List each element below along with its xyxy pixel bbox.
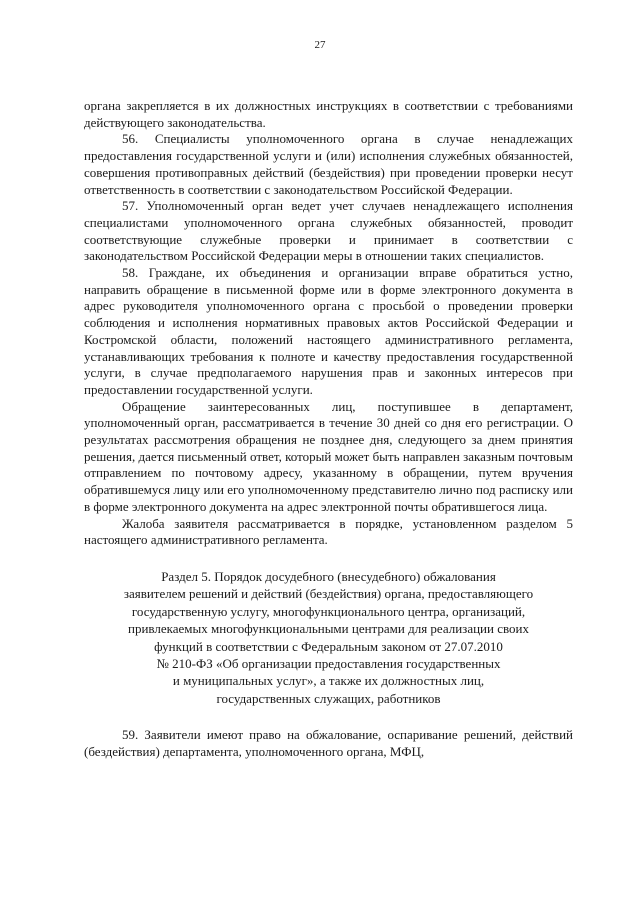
heading-line: государственную услугу, многофункционального центра, организаций, (131, 603, 526, 619)
paragraph-58: 58. Граждане, их объединения и организации вправе обратиться устно, направить обращение в письменной форме или в форме электронного документа в адрес руководителя уполномоченного органа с просьбой о проведении проверки соблюдения и исполнения нормативных правовых актов Российской Федерации и Костромской области, положений настоящего административного регламента, устанавливающих требования к полноте и качеству предоставления государственной услуги, в случае предполагаемого нарушения прав и законных интересов при предоставлении государственной услуги. (84, 265, 573, 397)
heading-line: № 210-ФЗ «Об организации предоставления государственных (156, 656, 501, 672)
heading-line: и муниципальных услуг», а также их должностных лиц, (172, 673, 485, 689)
paragraph-59: 59. Заявители имеют право на обжалование, оспаривание решений, действий (бездействия) департамента, уполномоченного органа, МФЦ, (84, 727, 573, 759)
section-5-heading (84, 568, 573, 707)
paragraph-complaint: Жалоба заявителя рассматривается в порядке, установленном разделом 5 настоящего административного регламента. (84, 515, 573, 548)
paragraph-57: 57. Уполномоченный орган ведет учет случаев ненадлежащего исполнения специалистами уполномоченного органа служебных обязанностей, проводит соответствующие служебные проверки и принимает в соответствии с законодательством Российской Федерации меры в отношении таких специалистов. (84, 198, 573, 264)
heading-line: привлекаемых многофункциональными центрами для реализации своих (128, 621, 529, 637)
heading-line: функций в соответствии с Федеральным законом от 27.07.2010 (154, 638, 503, 654)
heading-line: Раздел 5. Порядок досудебного (внесудебного) обжалования (161, 568, 496, 584)
paragraph-continuation: органа закрепляется в их должностных инструкциях в соответствии с требованиями действующего законодательства. (84, 98, 573, 130)
document-body (84, 98, 573, 761)
paragraph-56: 56. Специалисты уполномоченного органа в случае ненадлежащих предоставления государственной услуги и (или) исполнения служебных обязанностей, совершения противоправных действий (бездействия) при проведении проверки несут ответственность в соответствии с законодательством Российской Федерации. (84, 131, 573, 197)
heading-line: заявителем решений и действий (бездействия) органа, предоставляющего (123, 586, 534, 602)
heading-line: государственных служащих, работников (216, 690, 441, 706)
paragraph-appeal-consideration: Обращение заинтересованных лиц, поступившее в департамент, уполномоченный орган, рассматривается в течение 30 дней со дня его регистрации. О результатах рассмотрения обращения не позднее дня, следующего за днем принятия решения, дается письменный ответ, который может быть направлен заказным почтовым отправлением по почтовому адресу, указанному в обращении, путем вручения обратившемуся лицу или его уполномоченному представителю лично под расписку или в форме электронного документа на адрес электронной почты обратившегося лица. (84, 398, 573, 514)
page-number: 27 (314, 39, 326, 51)
